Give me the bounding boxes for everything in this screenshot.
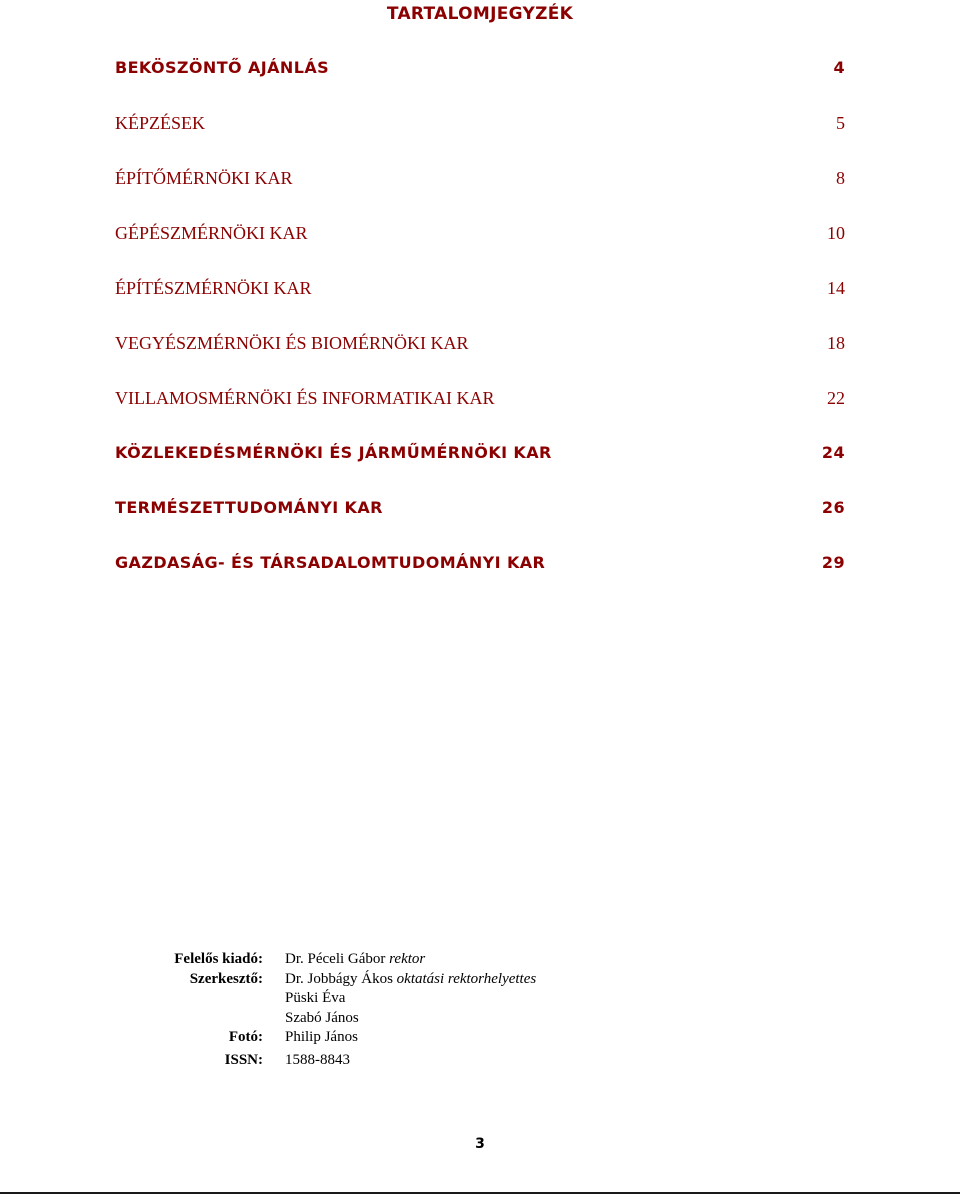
toc-entry[interactable]: [115, 168, 845, 223]
toc-list: [115, 58, 845, 608]
imprint-publisher-row: [150, 950, 536, 970]
publisher-name: Dr. Péceli Gábor: [285, 951, 386, 967]
toc-entry-label: VILLAMOSMÉRNÖKI ÉS INFORMATIKAI KAR: [115, 388, 495, 408]
toc-entry[interactable]: [115, 278, 845, 333]
toc-entry-label: GAZDASÁG- ÉS TÁRSADALOMTUDOMÁNYI KAR: [115, 553, 546, 572]
toc-entry-page: 29: [821, 553, 845, 572]
toc-entry[interactable]: [115, 333, 845, 388]
imprint-block: [150, 950, 536, 1070]
toc-entry-page: 8: [836, 168, 845, 188]
imprint-editor-row: [150, 970, 536, 990]
toc-entry-page: 18: [827, 333, 845, 353]
toc-entry-page: 26: [821, 498, 845, 517]
toc-entry[interactable]: [115, 498, 845, 553]
toc-entry-page: 4: [833, 58, 845, 77]
toc-title: TARTALOMJEGYZÉK: [386, 4, 574, 24]
issn-value: 1588-8843: [285, 1051, 350, 1068]
editor-1-name: Dr. Jobbágy Ákos: [285, 970, 393, 987]
editor-3: Szabó János: [285, 1009, 359, 1026]
toc-entry[interactable]: [115, 58, 845, 113]
bottom-rule: [0, 1192, 960, 1194]
toc-entry-label: ÉPÍTŐMÉRNÖKI KAR: [115, 168, 293, 188]
toc-entry[interactable]: [115, 388, 845, 443]
imprint-editor-row: [150, 989, 536, 1009]
toc-entry-page: 14: [827, 278, 845, 298]
toc-entry[interactable]: [115, 553, 845, 608]
issn-label: ISSN:: [224, 1051, 263, 1068]
toc-entry[interactable]: [115, 223, 845, 278]
editor-1-role: oktatási rektorhelyettes: [396, 970, 537, 987]
publisher-label: Felelős kiadó:: [174, 951, 263, 967]
toc-entry-label: ÉPÍTÉSZMÉRNÖKI KAR: [115, 278, 312, 298]
toc-entry-label: KÉPZÉSEK: [115, 113, 205, 133]
editor-label: Szerkesztő:: [189, 970, 263, 987]
imprint-editor-row: [150, 1009, 536, 1029]
editor-value: [285, 970, 536, 990]
toc-entry-page: 24: [821, 443, 845, 462]
toc-entry-page: 22: [827, 388, 845, 408]
publisher-role: rektor: [389, 951, 426, 967]
photo-value: Philip János: [285, 1029, 358, 1045]
toc-entry[interactable]: [115, 113, 845, 168]
toc-entry-label: VEGYÉSZMÉRNÖKI ÉS BIOMÉRNÖKI KAR: [115, 333, 469, 353]
toc-entry-label: BEKÖSZÖNTŐ AJÁNLÁS: [115, 58, 330, 77]
toc-entry-label: GÉPÉSZMÉRNÖKI KAR: [115, 223, 308, 243]
imprint-photo-row: [150, 1028, 536, 1048]
page-number: 3: [475, 1136, 485, 1152]
toc-entry-label: TERMÉSZETTUDOMÁNYI KAR: [115, 498, 383, 517]
photo-label: Fotó:: [228, 1029, 263, 1045]
toc-entry-page: 10: [827, 223, 845, 243]
toc-entry[interactable]: [115, 443, 845, 498]
toc-entry-label: KÖZLEKEDÉSMÉRNÖKI ÉS JÁRMŰMÉRNÖKI KAR: [115, 443, 552, 462]
toc-entry-page: 5: [836, 113, 845, 133]
editor-2: Püski Éva: [285, 990, 346, 1006]
imprint-issn-row: [150, 1051, 536, 1071]
publisher-value: [285, 950, 425, 970]
